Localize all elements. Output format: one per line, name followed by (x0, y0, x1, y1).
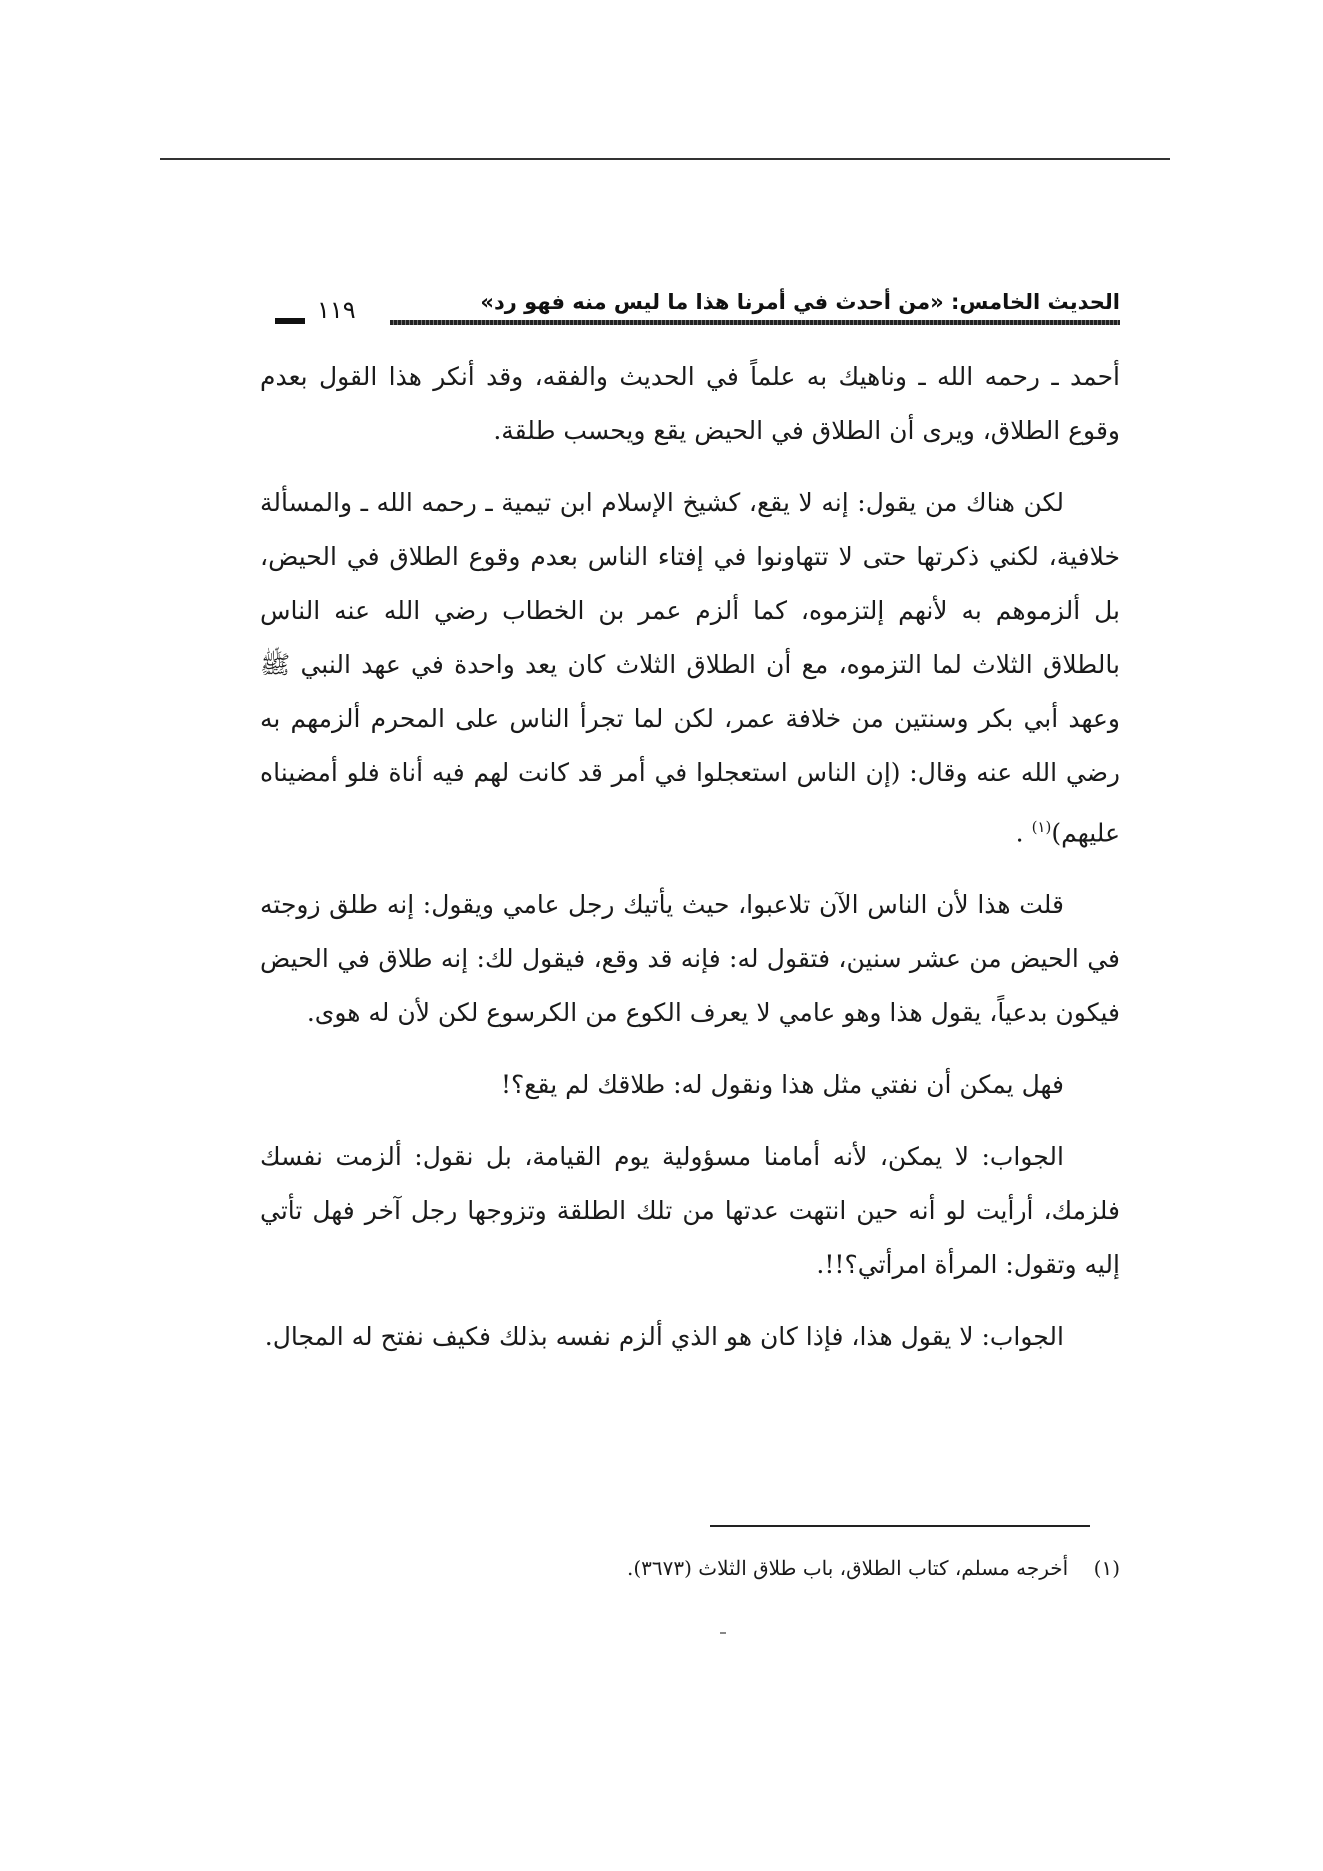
paragraph-6: الجواب: لا يقول هذا، فإذا كان هو الذي ألزم نفسه بذلك فكيف نفتح له المجال. (264, 1322, 1064, 1352)
footnote (400, 1552, 1120, 1584)
paragraph-5: الجواب: لا يمكن، لأنه أمامنا مسؤولية يوم القيامة، بل نقول: ألزمت نفسك فلزمك، أرأيت لو أنه حين انتهت عدتها من تلك الطلقة وتزوجها رجل آخر فهل تأتي إليه وتقول: المرأة امرأتي؟!!. (260, 1142, 1120, 1280)
scan-speck (720, 1632, 726, 1634)
footnote-marker: (١) (1093, 1556, 1120, 1580)
header-rule (390, 320, 1120, 325)
paragraph-2 (260, 476, 1120, 860)
page-number: ١١٩ (317, 296, 356, 324)
header-title: الحديث الخامس: «من أحدث في أمرنا هذا ما ليس منه فهو رد» (480, 290, 1120, 314)
running-header (275, 290, 1120, 330)
paragraph-4: فهل يمكن أن نفتي مثل هذا ونقول له: طلاقك لم يقع؟! (500, 1070, 1064, 1100)
footnote-rule (710, 1525, 1090, 1527)
footnote-reference: (١) (1031, 818, 1052, 836)
paragraph-2-tail: . (1015, 818, 1024, 848)
footnote-text: أخرجه مسلم، كتاب الطلاق، باب طلاق الثلاث (٣٦٧٣). (627, 1556, 1069, 1580)
paragraph-2-text: لكن هناك من يقول: إنه لا يقع، كشيخ الإسلام ابن تيمية ـ رحمه الله ـ والمسألة خلافية، لكني ذكرتها حتى لا تتهاونوا في إفتاء الناس بعدم وقوع الطلاق في الحيض، بل ألزموهم به لأنهم إلتزموه، كما ألزم عمر بن الخطاب رضي الله عنه الناس بالطلاق الثلاث لما التزموه، مع أن الطلاق الثلاث كان يعد واحدة في عهد النبي ﷺ وعهد أبي بكر وسنتين من خلافة عمر، لكن لما تجرأ الناس على المحرم ألزمهم به رضي الله عنه وقال: (إن الناس استعجلوا في أمر قد كانت لهم فيه أناة فلو أمضيناه عليهم) (260, 488, 1120, 848)
page-number-dash (275, 318, 305, 324)
paragraph-1: أحمد ـ رحمه الله ـ وناهيك به علماً في الحديث والفقه، وقد أنكر هذا القول بعدم وقوع الطلاق، ويرى أن الطلاق في الحيض يقع ويحسب طلقة. (260, 362, 1120, 445)
body-text (260, 350, 1120, 1382)
top-rule (160, 158, 1170, 160)
paragraph-3: قلت هذا لأن الناس الآن تلاعبوا، حيث يأتيك رجل عامي ويقول: إنه طلق زوجته في الحيض من عشر سنين، فتقول له: فإنه قد وقع، فيقول لك: إنه طلاق في الحيض فيكون بدعياً، يقول هذا وهو عامي لا يعرف الكوع من الكرسوع لكن لأن له هوى. (260, 890, 1120, 1028)
